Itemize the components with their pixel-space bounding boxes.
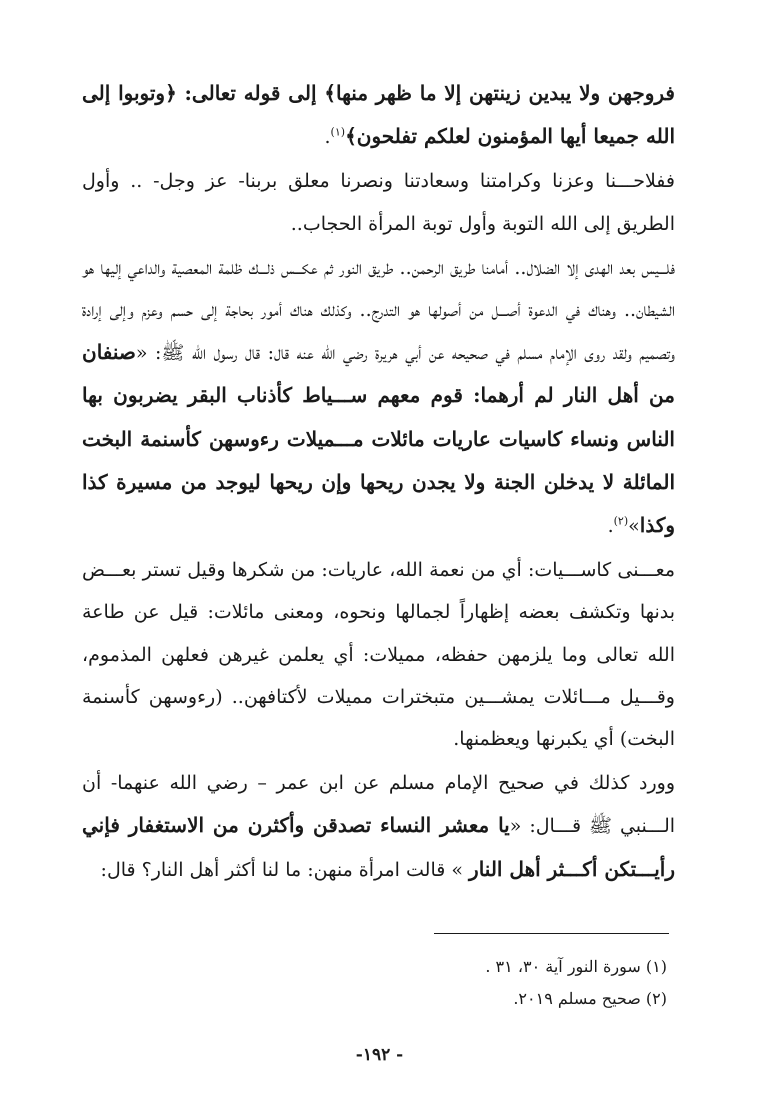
hadith-quote-text: صنفان من أهل النار لم أرهما: قوم معهم ســـياط كأذناب البقر يضربون بها الناس ونساء كاسيات عاريات مائلات مـــميلات رءوسهن كأسنمة البخت المائلة لا يدخلن الجنة ولا يجدن ريحها وإن ريحها ليوجد من مسيرة كذا وكذا [82, 340, 675, 538]
hadith-quote-text: فروجهن ولا يبدين زينتهن إلا ما ظهر منها﴾ إلى قوله تعالى: ﴿وتوبوا إلى الله جميعا أيها المؤمنون لعلكم تفلحون﴾ [82, 81, 675, 149]
hadith-quote-text: يا معشر النساء تصدقن وأكثرن من الاستغفار فإني رأيـــتكن أكـــثر أهل النار [82, 813, 675, 881]
paragraph [82, 72, 675, 158]
paragraph-text: معـــنى كاســـيات: أي من نعمة الله، عاريات: من شكرها وقيل تستر بعـــض بدنها وتكشف بعضه إظهاراً لجمالها ونحوه، ومعنى مائلات: قيل عن طاعة الله تعالى وما يلزمهن حفظه، مميلات: أي يعلمن غيرهن فعلهن المذموم، وقـــيل مـــائلات يمشـــين متبخترات مميلات لأكتافهن.. (رءوسهن كأسنمة البخت) أي يكبرنها ويعظمنها. [82, 559, 675, 751]
paragraph-text: فلـــيس بعد الهدى إلا الضلال.. أمامنا طريق الرحمن.. طريق النور ثم عكـــس ذلـــك ظلمة المعصية والداعي إليها هو الشيطان.. وهناك في الدعوة أصـــل من أصولها هو التدرج.. وكذلك هناك أمور بحاجة إلى حسم وعزم وإلى إرادة وتصميم ولقد روى الإمام مسلم في صحيحه عن أبي هريرة رضي الله عنه قال: قال رسول الله ﷺ: « [82, 256, 675, 365]
paragraph [82, 247, 675, 547]
footnote-1: (١) سورة النور آية ٣٠، ٣١ . [485, 957, 667, 976]
paragraph [82, 549, 675, 760]
footnote-reference: (٢) [613, 514, 629, 528]
paragraph-text: . [324, 126, 331, 149]
footnote-reference: (١) [330, 125, 346, 139]
paragraph-text: » [628, 515, 640, 538]
paragraph-text: وورد كذلك في صحيح الإمام مسلم عن ابن عمر – رضي الله عنهما- أن الـــنبي ﷺ قـــال: « [82, 772, 676, 838]
body-text [82, 72, 675, 891]
paragraph [82, 762, 675, 891]
paragraph [82, 160, 675, 244]
footnote-divider [434, 933, 669, 934]
footnote-2: (٢) صحيح مسلم ٢٠١٩. [513, 989, 667, 1008]
page-number: - ١٩٢- [355, 1045, 404, 1065]
paragraph-text: . [607, 515, 614, 538]
paragraph-text: ففلاحـــنا وعزنا وكرامتنا وسعادتنا ونصرنا معلق بربنا- عز وجل- .. وأول الطريق إلى الله التوبة وأول توبة المرأة الحجاب.. [82, 170, 675, 235]
paragraph-text: » قالت امرأة منهن: ما لنا أكثر أهل النار؟ قال: [100, 858, 470, 881]
footnotes [84, 951, 667, 1015]
